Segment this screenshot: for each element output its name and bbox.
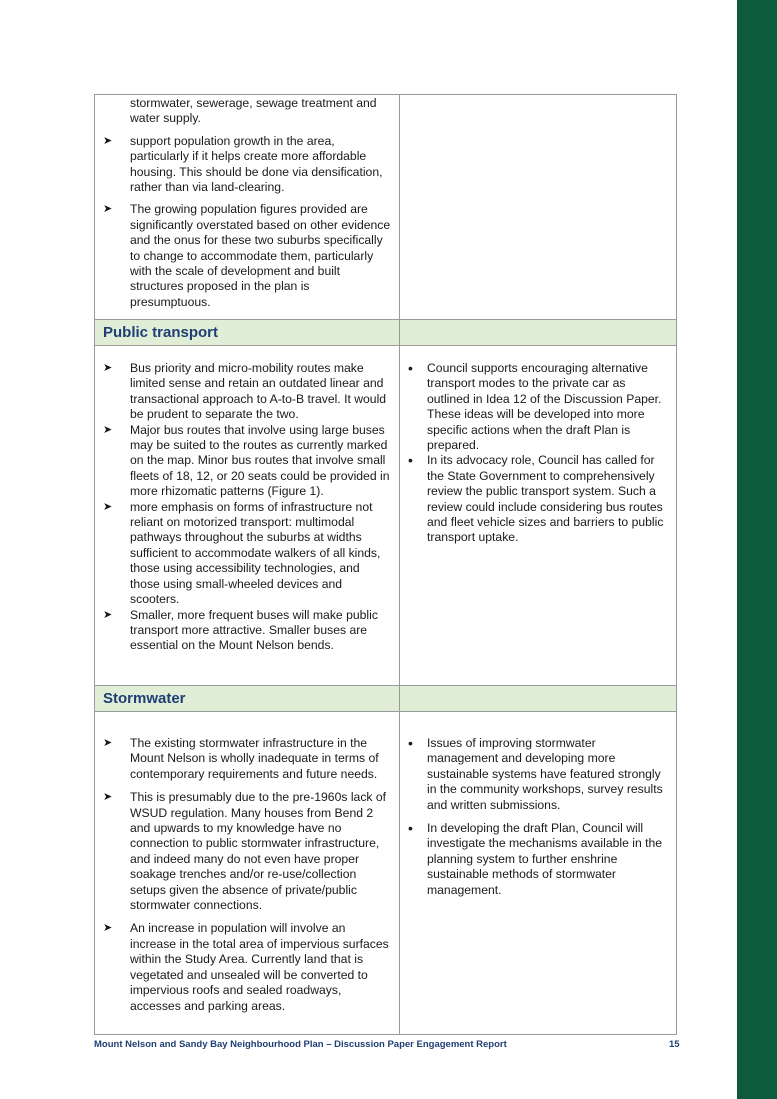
continued-list xyxy=(95,96,399,310)
comments-table xyxy=(94,94,677,1035)
section-heading-stormwater: Stormwater xyxy=(95,686,400,711)
arrow-bullet-icon: ➤ xyxy=(103,922,113,935)
section-heading-row xyxy=(95,319,676,345)
list-item: ➤ The growing population figures provided are significantly overstated based on other evidence and the onus for these two suburbs specifically to change to accommodate them, particularly with the scale of development and built structures proposed in the plan is presumptuous. xyxy=(103,202,391,309)
list-item: • In developing the draft Plan, Council will investigate the mechanisms available in the planning system to further enshrine sustainable methods of stormwater management. xyxy=(408,820,663,897)
public-transport-comments xyxy=(95,346,399,654)
bullet-dot-icon: • xyxy=(408,735,413,751)
arrow-bullet-icon: ➤ xyxy=(103,134,113,147)
table-row-stormwater xyxy=(95,711,676,1034)
arrow-bullet-icon: ➤ xyxy=(103,423,113,436)
council-response-cell xyxy=(400,712,676,1034)
list-item: ➤ Major bus routes that involve using large buses may be suited to the routes as currently marked on the map. Minor bus routes that involve small fleets of 18, 12, or 20 seats could be provided in more rhizomatic patterns (Figure 1). xyxy=(103,422,390,499)
list-item: • Council supports encouraging alternative transport modes to the private car as outlined in Idea 12 of the Discussion Paper. These ideas will be developed into more specific actions when the draft Plan is prepared. xyxy=(408,360,662,453)
list-item: • Issues of improving stormwater management and developing more sustainable systems have featured strongly in the community workshops, survey results and written submissions. xyxy=(408,735,663,812)
list-item: stormwater, sewerage, sewage treatment and water supply. xyxy=(130,96,377,126)
council-response-cell xyxy=(400,346,676,685)
list-item: • In its advocacy role, Council has called for the State Government to comprehensively review the public transport system. Such a review could include considering bus routes and fleet vehicle sizes and barriers to public transport uptake. xyxy=(408,452,664,545)
community-comments-cell xyxy=(95,346,400,685)
arrow-bullet-icon: ➤ xyxy=(103,500,113,513)
bullet-dot-icon: • xyxy=(408,360,413,376)
table-row-public-transport xyxy=(95,345,676,685)
stormwater-responses xyxy=(400,712,676,898)
bullet-dot-icon: • xyxy=(408,820,413,837)
side-accent-bar xyxy=(737,0,777,1099)
public-transport-responses xyxy=(400,346,676,546)
arrow-bullet-icon: ➤ xyxy=(103,362,113,374)
list-item: ➤ An increase in population will involve an increase in the total area of impervious surfaces within the Study Area. Currently land that is vegetated and unsealed will be converted to impervious roofs and sealed roadways, accesses and parking areas. xyxy=(103,921,389,1013)
bullet-dot-icon: • xyxy=(408,452,413,469)
arrow-bullet-icon: ➤ xyxy=(103,791,113,804)
footer-page-number: 15 xyxy=(669,1039,680,1050)
section-heading-row xyxy=(95,685,676,711)
list-item: ➤ Smaller, more frequent buses will make public transport more attractive. Smaller buses are essential on the Mount Nelson bends. xyxy=(103,607,378,653)
list-item: ➤ more emphasis on forms of infrastructure not reliant on motorized transport: multimodal pathways throughout the suburbs at widths sufficient to accommodate walkers of all kinds, those using accessibility technologies, and those using small-wheeled devices and scooters. xyxy=(103,499,381,607)
table-row-continued xyxy=(95,95,676,319)
arrow-bullet-icon: ➤ xyxy=(103,608,113,621)
arrow-bullet-icon: ➤ xyxy=(103,203,113,216)
community-comments-cell xyxy=(95,712,400,1034)
list-item: ➤ Bus priority and micro-mobility routes make limited sense and retain an outdated linear and transactional approach to A-to-B travel. It would be prudent to separate the two. xyxy=(103,361,387,422)
council-response-cell xyxy=(400,95,676,319)
list-item: ➤ support population growth in the area, particularly if it helps create more affordable housing. This should be done via densification, rather than via land-clearing. xyxy=(103,133,383,195)
stormwater-comments xyxy=(95,712,399,1014)
section-heading-public-transport: Public transport xyxy=(95,320,400,345)
footer-report-title: Mount Nelson and Sandy Bay Neighbourhood Plan – Discussion Paper Engagement Report xyxy=(94,1039,507,1050)
community-comments-cell xyxy=(95,95,400,319)
arrow-bullet-icon: ➤ xyxy=(103,737,113,749)
list-item: ➤ This is presumably due to the pre-1960s lack of WSUD regulation. Many houses from Bend 2 and upwards to my knowledge have no connection to public stormwater infrastructure, and indeed many do not even have proper soakage trenches and/or re-use/collection setups given the absence of private/public stormwater connections. xyxy=(103,790,387,913)
list-item: ➤ The existing stormwater infrastructure in the Mount Nelson is wholly inadequate in terms of contemporary requirements and future needs. xyxy=(103,736,379,781)
